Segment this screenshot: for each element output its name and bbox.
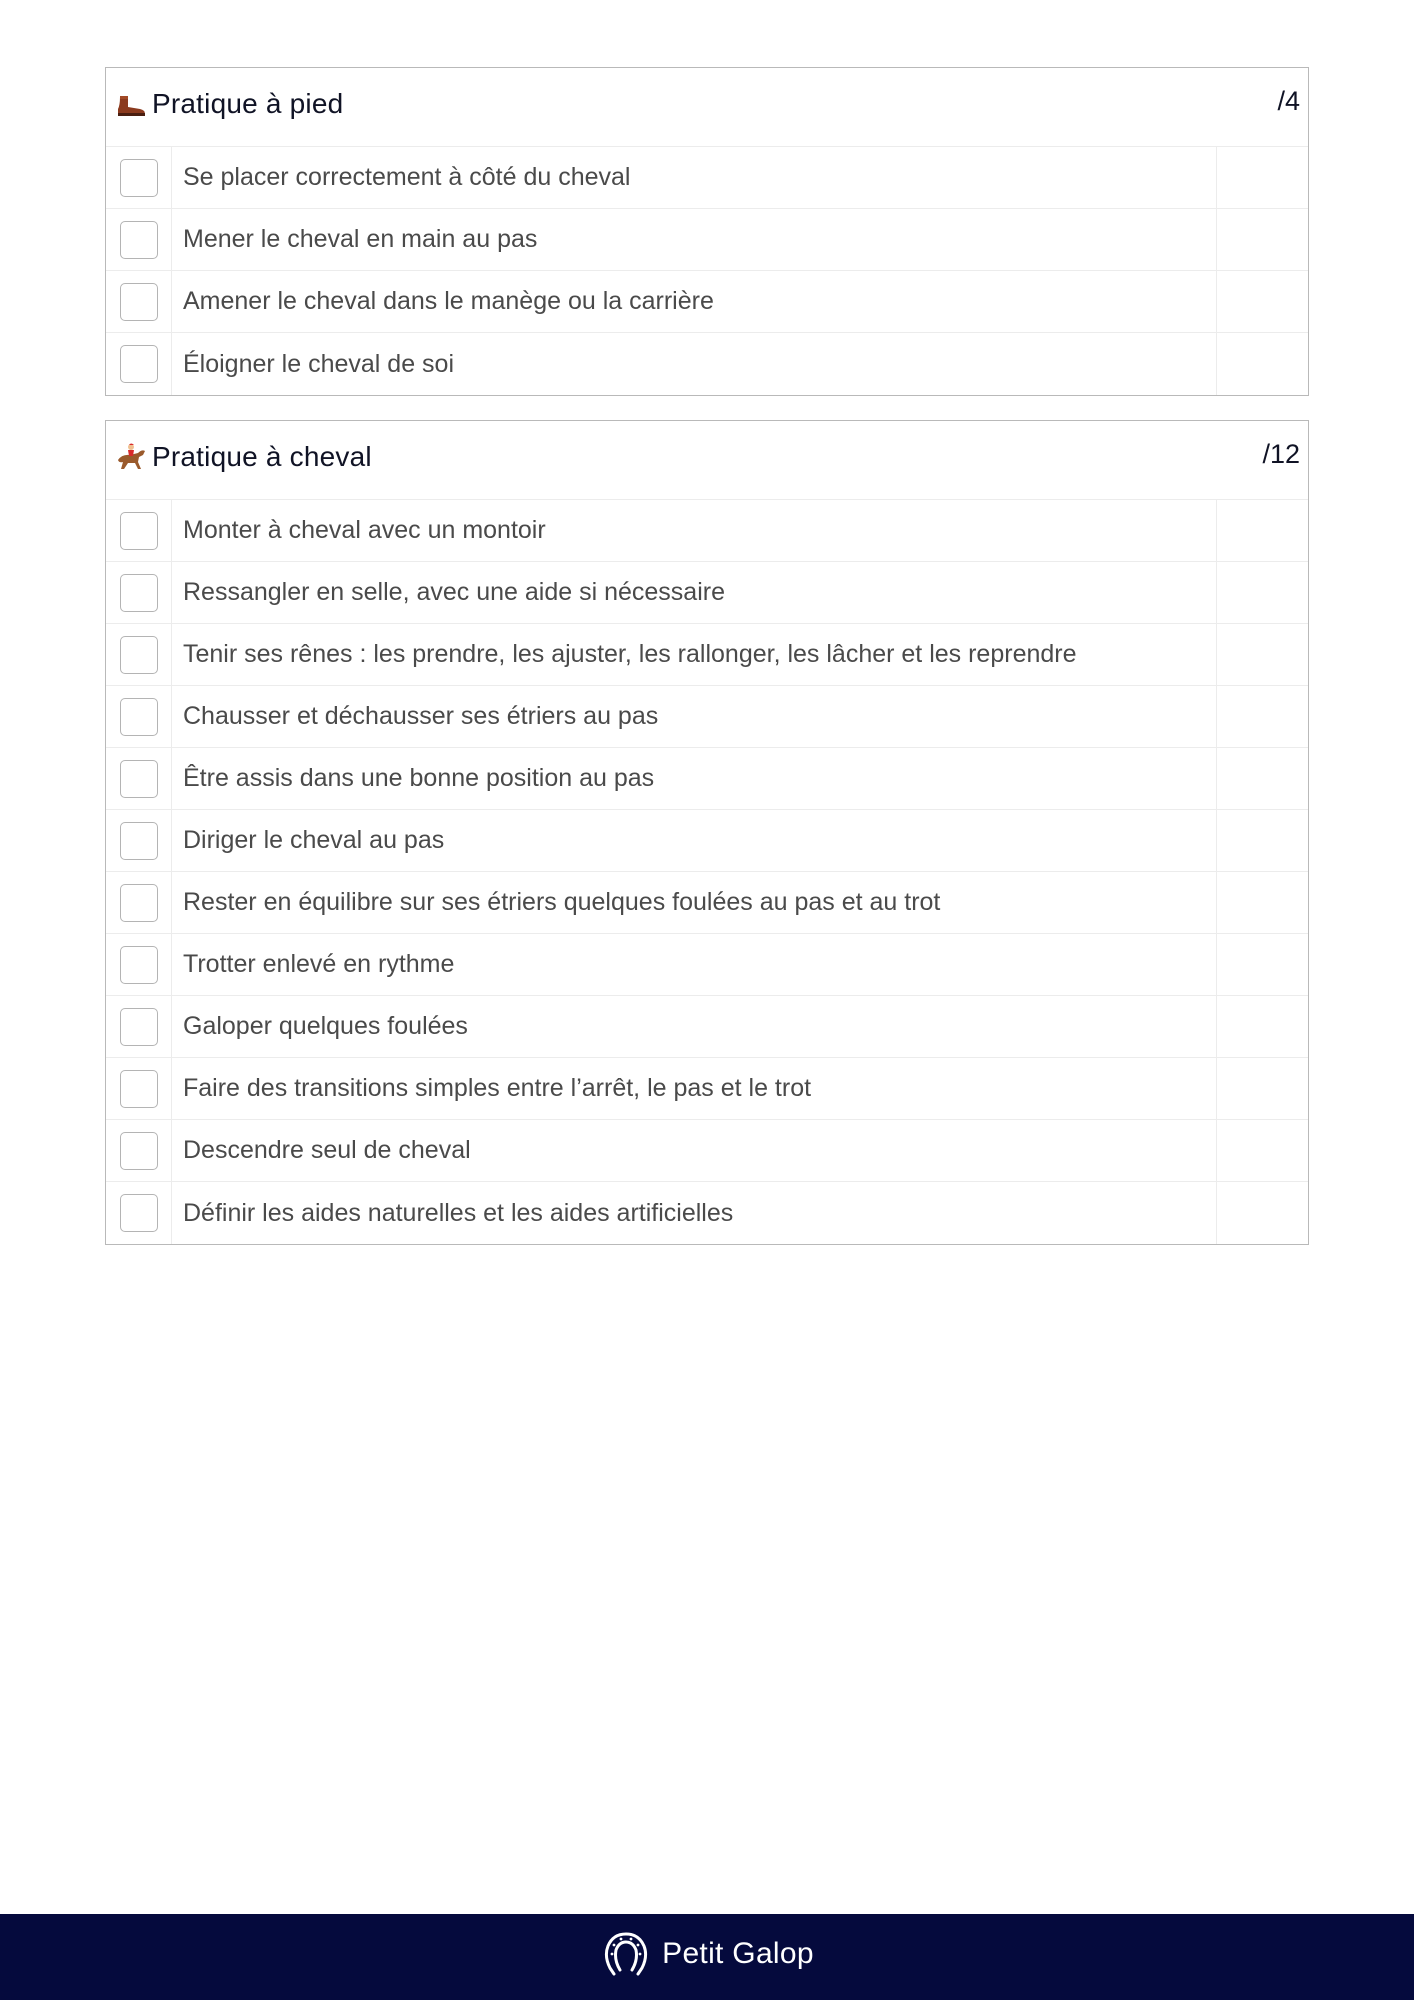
item-label: Être assis dans une bonne position au pas (183, 764, 655, 792)
section-pratique-a-cheval (105, 420, 1309, 1245)
footer-bar (0, 1914, 1414, 2000)
checklist-row (106, 147, 1308, 209)
checklist-row (106, 1058, 1308, 1120)
checklist-row (106, 209, 1308, 271)
checklist-row (106, 996, 1308, 1058)
horse-racing-icon (114, 440, 148, 474)
checklist-row (106, 624, 1308, 686)
item-checkbox[interactable] (120, 760, 158, 798)
checklist-row (106, 1120, 1308, 1182)
item-score-cell[interactable] (1216, 934, 1308, 995)
item-label: Rester en équilibre sur ses étriers quelques foulées au pas et au trot (183, 888, 941, 916)
checklist-row (106, 333, 1308, 395)
checklist-row (106, 500, 1308, 562)
checklist-row (106, 748, 1308, 810)
section-score: /12 (1262, 439, 1300, 469)
item-label: Ressangler en selle, avec une aide si nécessaire (183, 578, 725, 606)
item-score-cell[interactable] (1216, 209, 1308, 270)
item-label: Descendre seul de cheval (183, 1136, 471, 1164)
item-score-cell[interactable] (1216, 872, 1308, 933)
item-score-cell[interactable] (1216, 147, 1308, 208)
item-checkbox[interactable] (120, 574, 158, 612)
checklist-row (106, 872, 1308, 934)
item-score-cell[interactable] (1216, 810, 1308, 871)
checklist-row (106, 810, 1308, 872)
item-checkbox[interactable] (120, 636, 158, 674)
boot-icon (114, 87, 148, 121)
item-label: Éloigner le cheval de soi (183, 349, 454, 378)
checklist-row (106, 686, 1308, 748)
item-score-cell[interactable] (1216, 624, 1308, 685)
item-label: Galoper quelques foulées (183, 1012, 468, 1040)
item-checkbox[interactable] (120, 283, 158, 321)
item-checkbox[interactable] (120, 1194, 158, 1232)
item-checkbox[interactable] (120, 1132, 158, 1170)
item-label: Chausser et déchausser ses étriers au pas (183, 702, 659, 730)
item-label: Trotter enlevé en rythme (183, 950, 455, 978)
checklist-row (106, 934, 1308, 996)
checklist-row (106, 562, 1308, 624)
item-score-cell[interactable] (1216, 1120, 1308, 1181)
section-title (114, 87, 343, 121)
item-checkbox[interactable] (120, 884, 158, 922)
section-header (106, 68, 1308, 147)
item-score-cell[interactable] (1216, 500, 1308, 561)
section-pratique-a-pied (105, 67, 1309, 396)
item-score-cell[interactable] (1216, 562, 1308, 623)
item-checkbox[interactable] (120, 946, 158, 984)
item-checkbox[interactable] (120, 512, 158, 550)
item-label: Se placer correctement à côté du cheval (183, 163, 631, 191)
item-label: Diriger le cheval au pas (183, 826, 445, 854)
item-score-cell[interactable] (1216, 996, 1308, 1057)
horseshoe-icon (600, 1928, 652, 1980)
item-checkbox[interactable] (120, 698, 158, 736)
item-score-cell[interactable] (1216, 686, 1308, 747)
item-checkbox[interactable] (120, 1008, 158, 1046)
section-title-text: Pratique à pied (152, 88, 344, 119)
item-score-cell[interactable] (1216, 1182, 1308, 1244)
brand-name: Petit Galop (662, 1937, 814, 1970)
item-checkbox[interactable] (120, 1070, 158, 1108)
section-header (106, 421, 1308, 500)
section-title-text: Pratique à cheval (152, 441, 372, 472)
item-checkbox[interactable] (120, 822, 158, 860)
section-score: /4 (1277, 86, 1300, 116)
item-label: Amener le cheval dans le manège ou la carrière (183, 287, 714, 315)
item-label: Mener le cheval en main au pas (183, 225, 538, 253)
item-checkbox[interactable] (120, 159, 158, 197)
item-score-cell[interactable] (1216, 271, 1308, 332)
item-checkbox[interactable] (120, 345, 158, 383)
item-score-cell[interactable] (1216, 1058, 1308, 1119)
section-title (114, 440, 372, 474)
item-label: Tenir ses rênes : les prendre, les ajuster, les rallonger, les lâcher et les reprendre (183, 640, 1077, 668)
item-label: Monter à cheval avec un montoir (183, 516, 546, 544)
item-label: Définir les aides naturelles et les aides artificielles (183, 1198, 734, 1227)
item-label: Faire des transitions simples entre l’arrêt, le pas et le trot (183, 1074, 812, 1102)
checklist-row (106, 271, 1308, 333)
checklist-row (106, 1182, 1308, 1244)
item-score-cell[interactable] (1216, 748, 1308, 809)
brand-logo (600, 1928, 814, 1980)
item-checkbox[interactable] (120, 221, 158, 259)
item-score-cell[interactable] (1216, 333, 1308, 395)
